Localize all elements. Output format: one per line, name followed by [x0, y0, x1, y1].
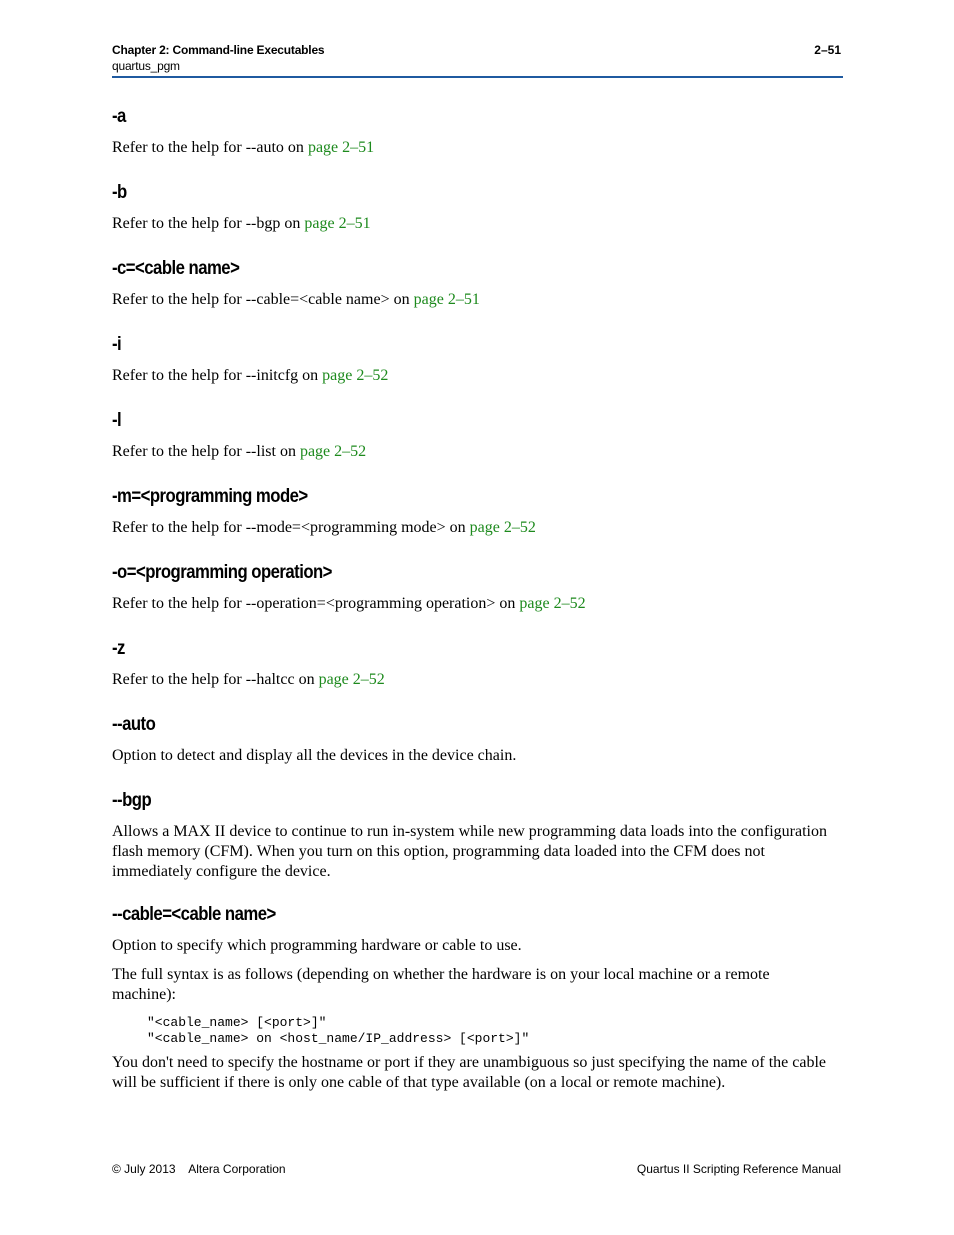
page-link[interactable]: page 2–52	[519, 595, 586, 612]
option-description: Refer to the help for --operation=<programming operation> on page 2–52	[112, 595, 586, 612]
option-description: Refer to the help for --haltcc on page 2–52	[112, 671, 385, 688]
option-section-bgp	[112, 788, 852, 902]
option-description: Refer to the help for --bgp on page 2–51	[112, 215, 371, 232]
page-link[interactable]: page 2–51	[413, 291, 480, 308]
option-section-cable	[112, 902, 852, 1093]
cable-note: You don't need to specify the hostname or port if they are unambiguous so just specifying the name of the cable will be sufficient if there is only one cable of that type available (on a local or remote machine).	[112, 1054, 826, 1091]
option-description: Allows a MAX II device to continue to run in-system while new programming data loads into the configuration flash memory (CFM). When you turn on this option, programming data loaded into the CFM does not immediately configure the device.	[112, 823, 827, 880]
option-description: Option to specify which programming hardware or cable to use.	[112, 937, 522, 954]
option-heading: -o=<programming operation>	[112, 562, 332, 583]
option-heading: --cable=<cable name>	[112, 904, 276, 925]
option-section-auto	[112, 712, 852, 788]
code-example: "<cable_name> [<port>]" "<cable_name> on <host_name/IP_address> [<port>]"	[147, 1015, 530, 1046]
option-heading: -b	[112, 182, 127, 203]
option-description: Option to detect and display all the devices in the device chain.	[112, 747, 517, 764]
option-heading: -a	[112, 106, 126, 127]
option-heading: -c=<cable name>	[112, 258, 240, 279]
option-description: Refer to the help for --cable=<cable name> on page 2–51	[112, 291, 480, 308]
footer-left	[112, 1162, 296, 1176]
option-description: Refer to the help for --auto on page 2–51	[112, 139, 375, 156]
option-section-c	[112, 256, 852, 332]
option-section-b	[112, 180, 852, 256]
option-section-z	[112, 636, 852, 712]
option-description: Refer to the help for --mode=<programming mode> on page 2–52	[112, 519, 536, 536]
option-heading: -i	[112, 334, 122, 355]
page-link[interactable]: page 2–51	[307, 139, 375, 156]
option-section-i	[112, 332, 852, 408]
option-section-a	[112, 104, 852, 180]
option-section-o	[112, 560, 852, 636]
page-link[interactable]: page 2–52	[469, 519, 536, 536]
header-subtitle: quartus_pgm	[112, 59, 180, 73]
page-link[interactable]: page 2–52	[318, 671, 385, 688]
option-heading: --bgp	[112, 790, 152, 811]
option-heading: --auto	[112, 714, 156, 735]
footer-manual-title: Quartus II Scripting Reference Manual	[636, 1162, 841, 1176]
header-page-number: 2–51	[814, 43, 841, 57]
header-chapter-title: Chapter 2: Command-line Executables	[112, 43, 325, 57]
syntax-description: The full syntax is as follows (depending on whether the hardware is on your local machine or a remote machine):	[112, 966, 770, 1003]
option-heading: -z	[112, 638, 125, 659]
main-content	[112, 104, 852, 1093]
header-rule	[112, 76, 843, 78]
page-link[interactable]: page 2–52	[299, 443, 367, 460]
option-heading: -m=<programming mode>	[112, 486, 308, 507]
option-description: Refer to the help for --initcfg on page 2–52	[112, 367, 389, 384]
option-section-l	[112, 408, 852, 484]
page-link[interactable]: page 2–52	[322, 367, 389, 384]
option-description: Refer to the help for --list on page 2–52	[112, 443, 367, 460]
option-heading: -l	[112, 410, 122, 431]
option-section-m	[112, 484, 852, 560]
footer-company: Altera Corporation	[188, 1162, 286, 1176]
page-link[interactable]: page 2–51	[304, 215, 371, 232]
footer-date: © July 2013	[112, 1162, 176, 1176]
